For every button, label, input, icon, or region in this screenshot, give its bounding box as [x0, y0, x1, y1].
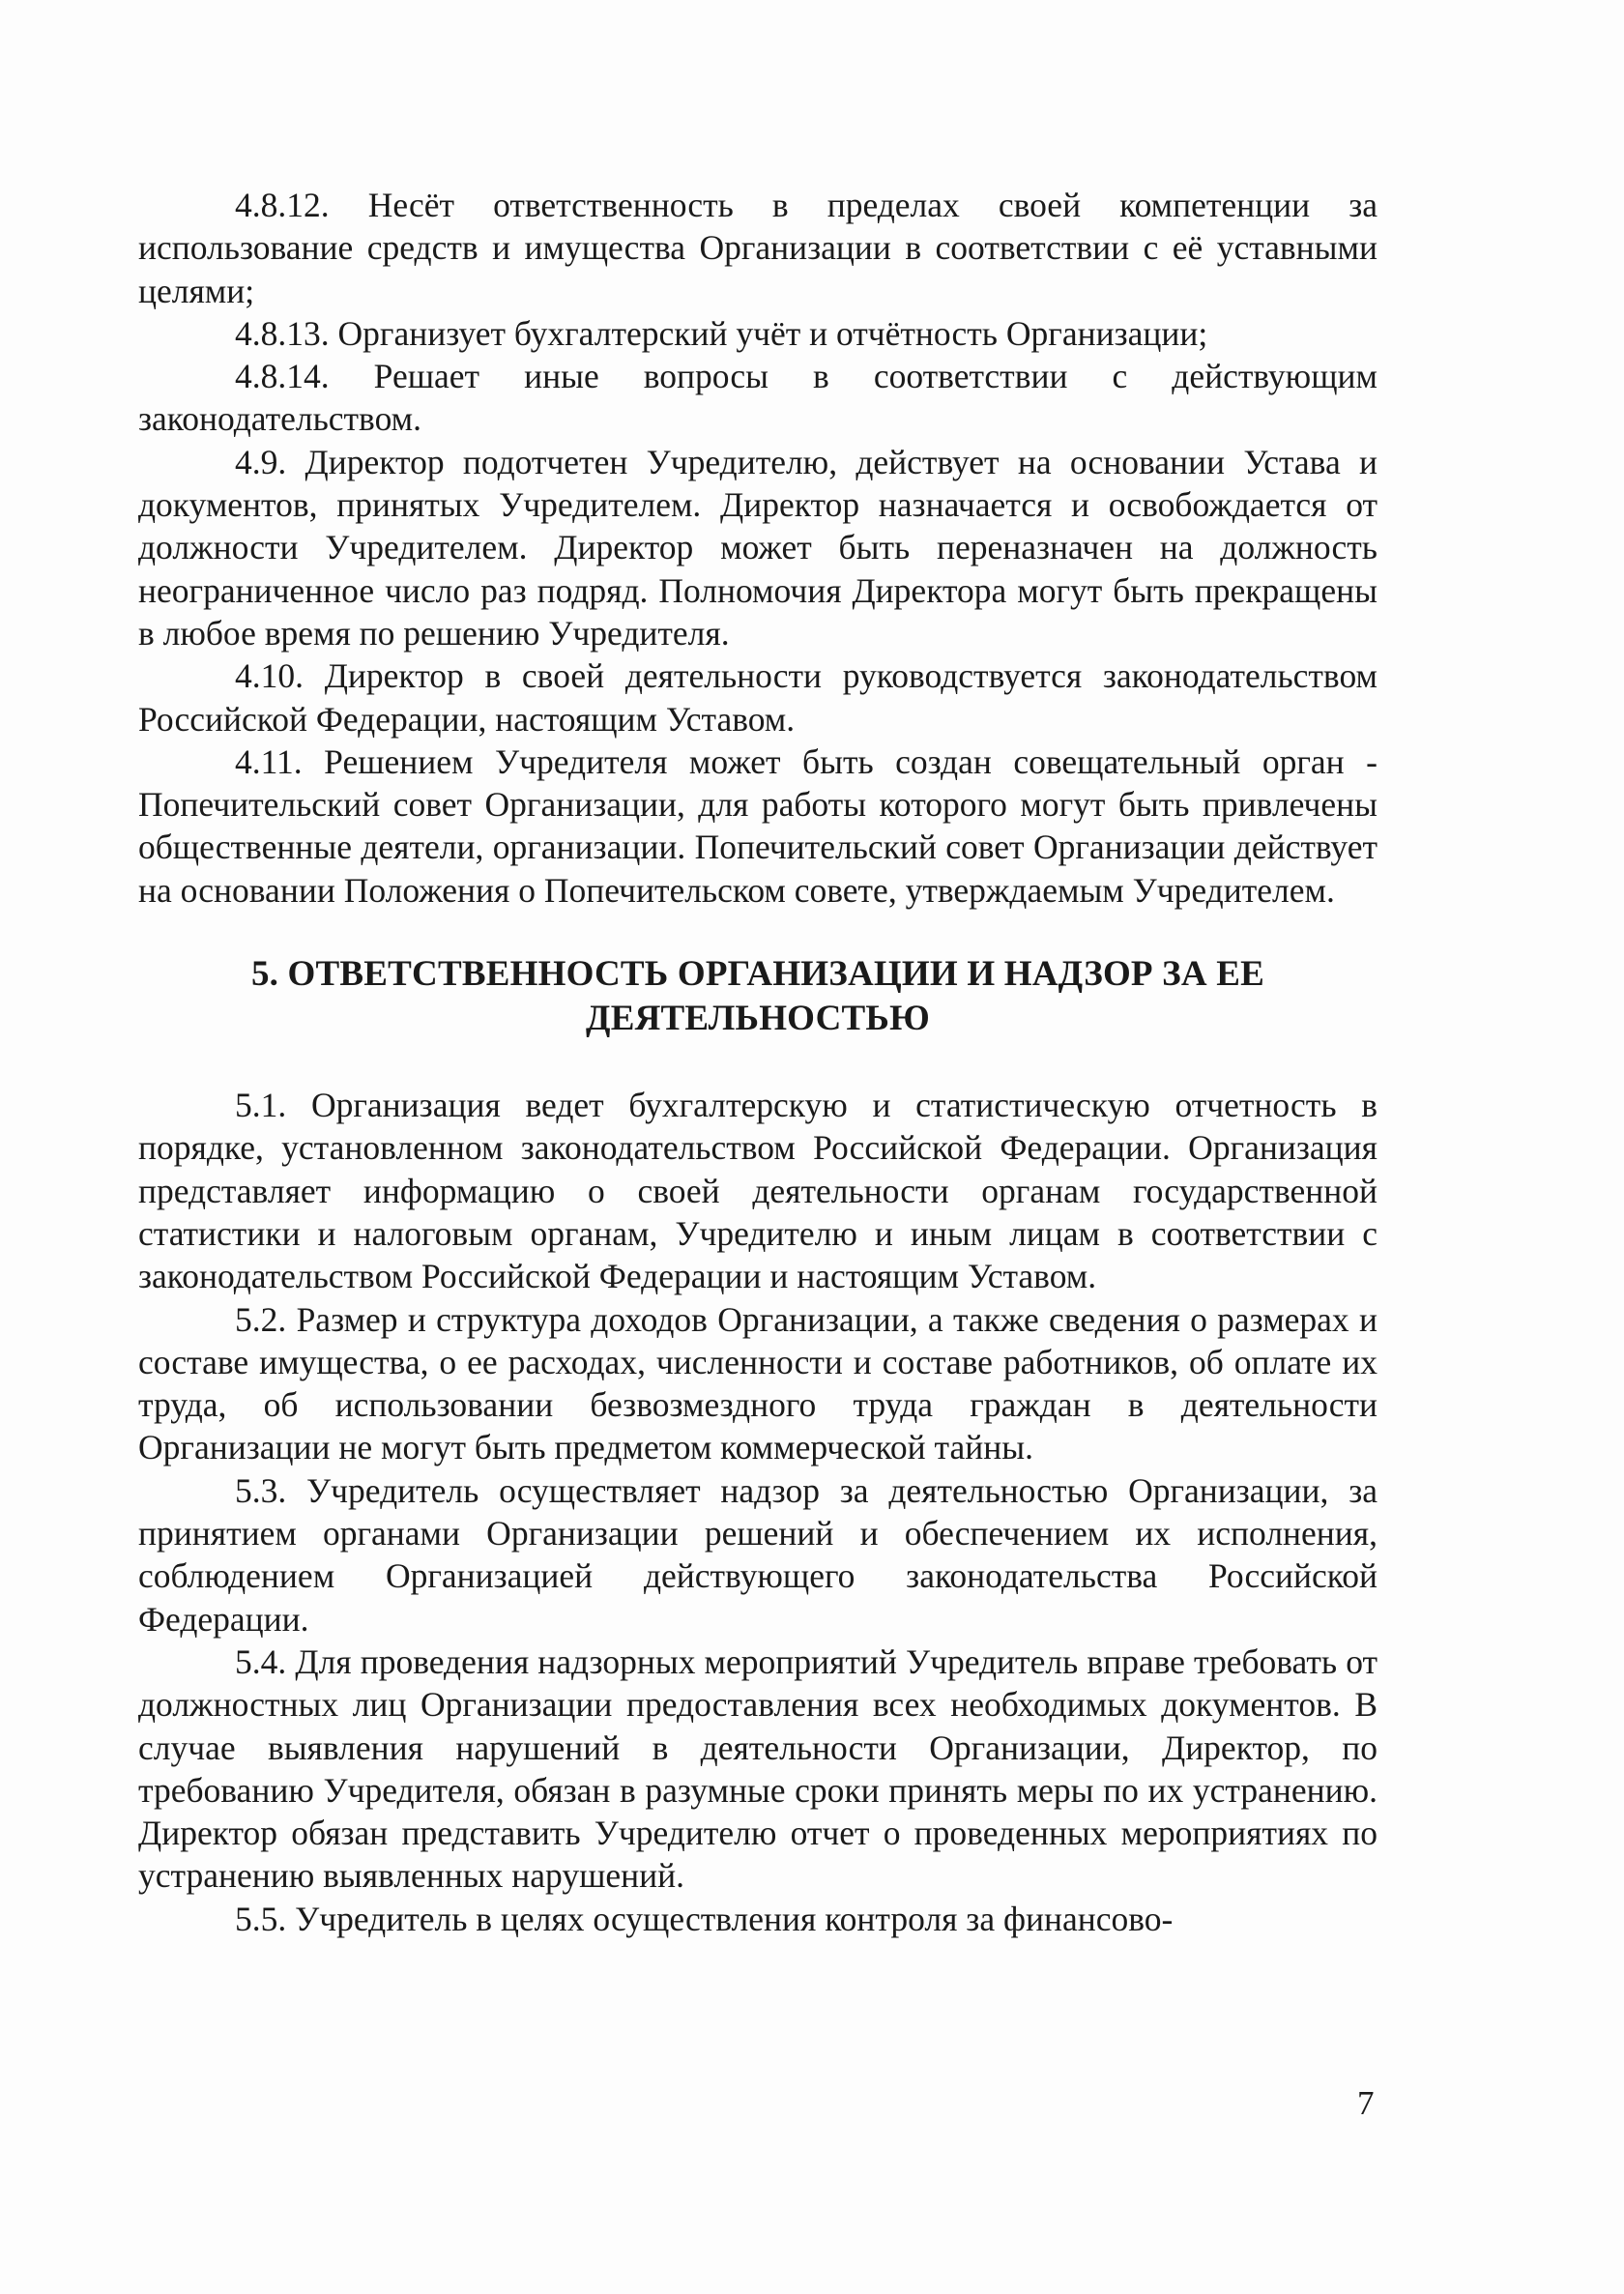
paragraph-4-11: 4.11. Решением Учредителя может быть создан совещательный орган - Попечительский совет Организации, для работы которого могут быть привлечены общественные деятели, организации. Попечительский совет Организации действует на основании Положения о Попечительском совете, утверждаемым Учредителем.	[138, 741, 1378, 910]
paragraph-5-5: 5.5. Учредитель в целях осуществления контроля за финансово-	[235, 1899, 1174, 1938]
paragraph-5-2: 5.2. Размер и структура доходов Организации, а также сведения о размерах и составе имущества, о ее расходах, численности и составе работников, об оплате их труда, об использовании безвозмездного труда граждан в деятельности Организации не могут быть предметом коммерческой тайны.	[138, 1299, 1378, 1467]
paragraph-5-4: 5.4. Для проведения надзорных мероприятий Учредитель вправе требовать от должностных лиц Организации предоставления всех необходимых документов. В случае выявления нарушений в деятельности Организации, Директор, по требованию Учредителя, обязан в разумные сроки принять меры по их устранению. Директор обязан представить Учредителю отчет о проведенных мероприятиях по устранению выявленных нарушений.	[138, 1641, 1378, 1896]
paragraph-4-8-12: 4.8.12. Несёт ответственность в пределах своей компетенции за использование средств и имущества Организации в соответствии с её уставными целями;	[138, 186, 1378, 310]
page-number: 7	[1357, 2084, 1375, 2122]
paragraph-4-9: 4.9. Директор подотчетен Учредителю, действует на основании Устава и документов, принятых Учредителем. Директор назначается и освобождается от должности Учредителем. Директор может быть переназначен на должность неограниченное число раз подряд. Полномочия Директора могут быть прекращены в любое время по решению Учредителя.	[138, 442, 1378, 653]
section-5-title	[138, 952, 1378, 1041]
page-content	[138, 184, 1378, 1940]
section-title-line-2: ДЕЯТЕЛЬНОСТЬЮ	[586, 999, 930, 1039]
section-title-line-1: 5. ОТВЕТСТВЕННОСТЬ ОРГАНИЗАЦИИ И НАДЗОР ЗА ЕЕ	[250, 954, 1265, 995]
paragraph-4-8-13: 4.8.13. Организует бухгалтерский учёт и отчётность Организации;	[235, 313, 1208, 353]
paragraph-5-1: 5.1. Организация ведет бухгалтерскую и статистическую отчетность в порядке, установленном законодательством Российской Федерации. Организация представляет информацию о своей деятельности органам государственной статистики и налоговым органам, Учредителю и иным лицам в соответствии с законодательством Российской Федерации и настоящим Уставом.	[138, 1086, 1378, 1296]
paragraph-4-10: 4.10. Директор в своей деятельности руководствуется законодательством Российской Федерации, настоящим Уставом.	[138, 656, 1378, 739]
paragraph-5-3: 5.3. Учредитель осуществляет надзор за деятельностью Организации, за принятием органами Организации решений и обеспечением их исполнения, соблюдением Организацией действующего законодательства Российской Федерации.	[138, 1470, 1378, 1639]
paragraph-4-8-14: 4.8.14. Решает иные вопросы в соответствии с действующим законодательством.	[138, 357, 1378, 439]
